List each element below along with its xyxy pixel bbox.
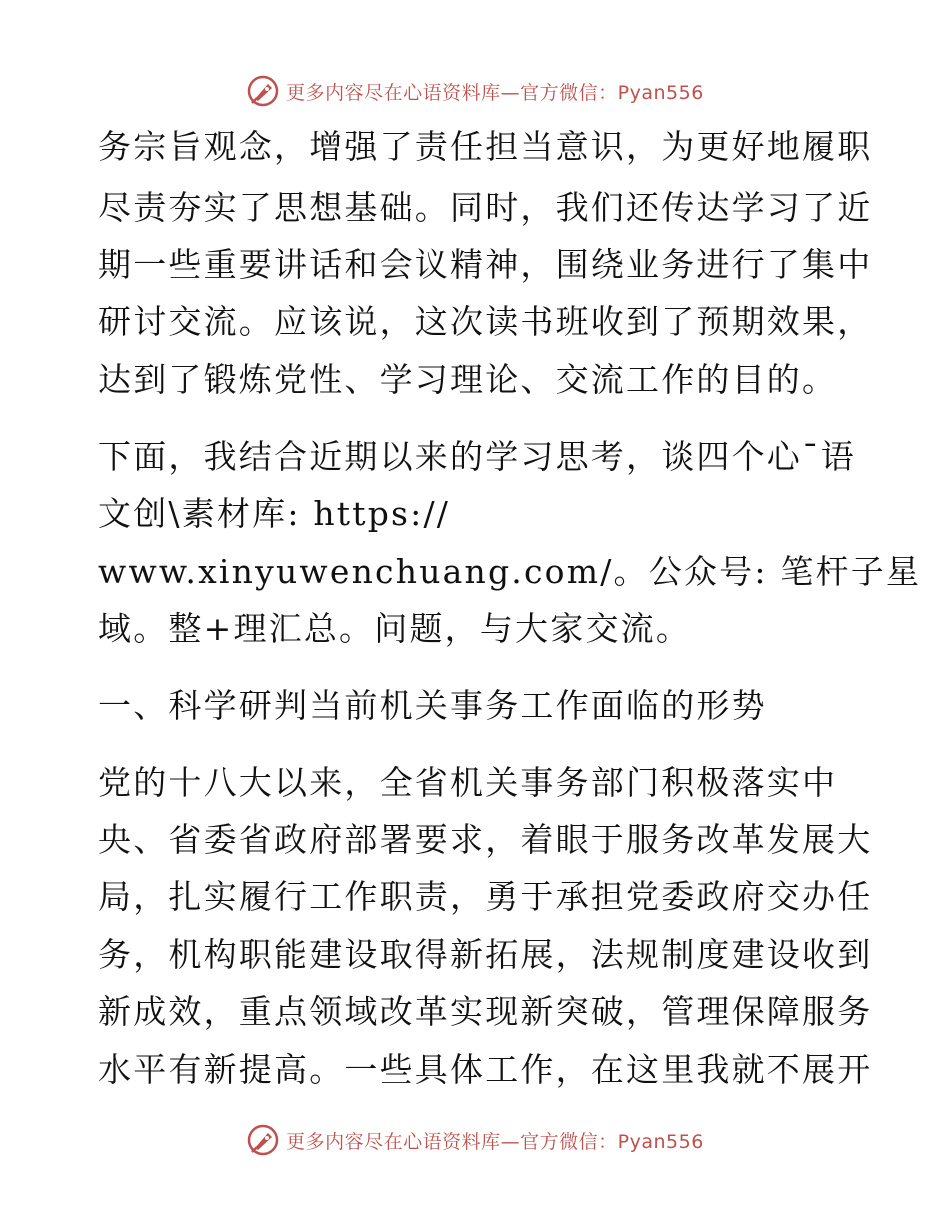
body-line: 期一些重要讲话和会议精神，围绕业务进行了集中 [98, 245, 873, 284]
footer-watermark-banner [0, 1120, 950, 1160]
body-line: 文创\素材库: https:// [98, 494, 451, 533]
body-line: 局，扎实履行工作职责，勇于承担党委政府交办任 [98, 877, 873, 916]
section-heading: 一、科学研判当前机关事务工作面临的形势 [98, 686, 767, 725]
body-line: 水平有新提高。一些具体工作，在这里我就不展开 [98, 1050, 873, 1089]
body-line: 央、省委省政府部署要求，着眼于服务改革发展大 [98, 820, 873, 859]
body-line: 达到了锻炼党性、学习理论、交流工作的目的。 [98, 360, 838, 399]
body-line: 新成效，重点领域改革实现新突破，管理保障服务 [98, 992, 873, 1031]
body-line: 务，机构职能建设取得新拓展，法规制度建设收到 [98, 935, 873, 974]
body-line: 尽责夯实了思想基础。同时，我们还传达学习了近 [98, 188, 873, 227]
body-line: 研讨交流。应该说，这次读书班收到了预期效果， [98, 302, 873, 341]
header-watermark-text: 更多内容尽在心语资料库—官方微信：Pyan556 [286, 81, 704, 104]
body-line: 下面，我结合近期以来的学习思考，谈四个心¯语 [98, 437, 856, 476]
pen-nib-logo-icon [246, 1123, 280, 1157]
footer-watermark-text: 更多内容尽在心语资料库—官方微信：Pyan556 [286, 1130, 704, 1153]
body-line: www.xinyuwenchuang.com/。公众号: 笔杆子星 [98, 552, 922, 591]
body-line: 务宗旨观念，增强了责任担当意识，为更好地履职 [98, 127, 873, 166]
body-line: 域。整+理汇总。问题，与大家交流。 [98, 609, 692, 648]
body-line: 党的十八大以来，全省机关事务部门积极落实中 [98, 763, 838, 802]
